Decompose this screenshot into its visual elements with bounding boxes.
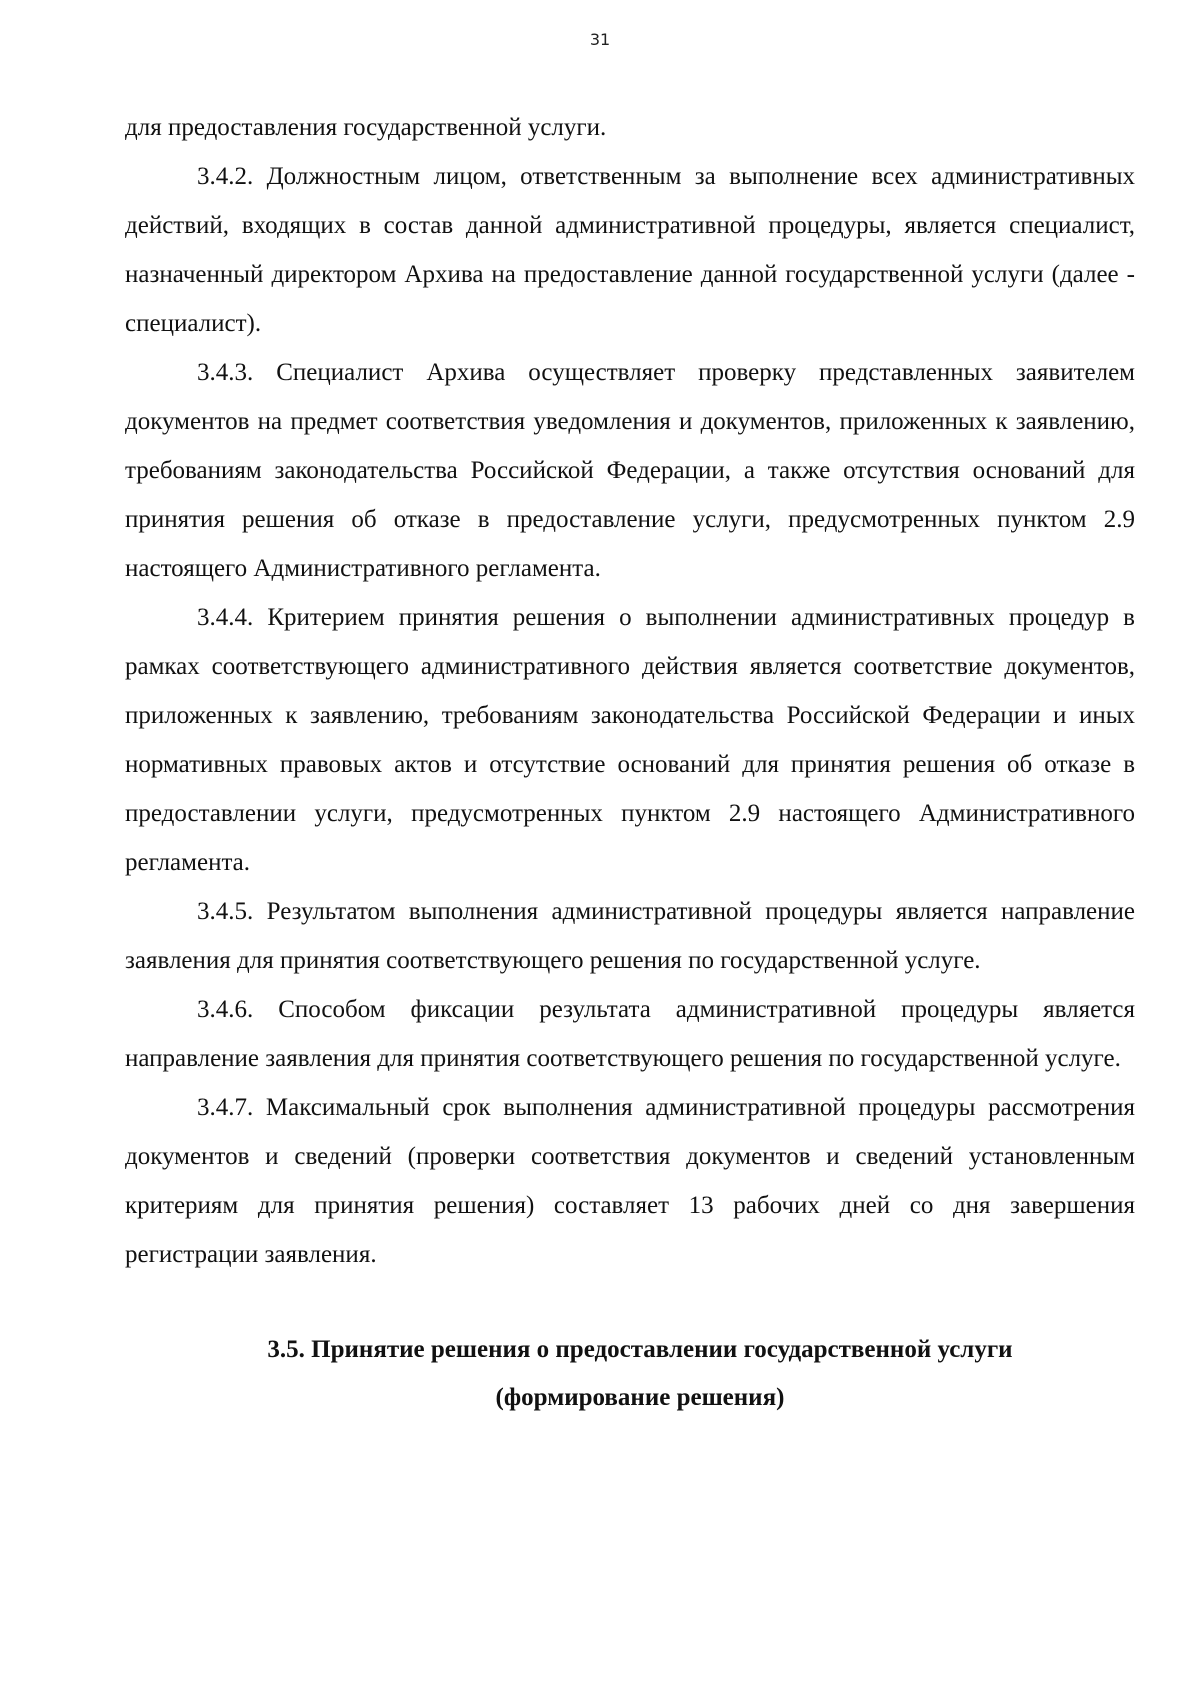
paragraph-continuation: для предоставления государственной услуги. bbox=[125, 114, 607, 141]
document-body bbox=[125, 103, 1135, 1422]
paragraph-3-4-3: 3.4.3. Специалист Архива осуществляет проверку представленных заявителем документов на предмет соответствия уведомления и документов, приложенных к заявлению, требованиям законодательства Российской Федерации, а также отсутствия оснований для принятия решения об отказе в предоставление услуги, предусмотренных пунктом 2.9 настоящего Административного регламента. bbox=[125, 359, 1135, 582]
paragraph-3-4-7: 3.4.7. Максимальный срок выполнения административной процедуры рассмотрения документов и сведений (проверки соответствия документов и сведений установленным критериям для принятия решения) составляет 13 рабочих дней со дня завершения регистрации заявления. bbox=[125, 1094, 1135, 1268]
page-number: 31 bbox=[589, 30, 611, 49]
paragraph-3-4-2: 3.4.2. Должностным лицом, ответственным за выполнение всех административных действий, входящих в состав данной административной процедуры, является специалист, назначенный директором Архива на предоставление данной государственной услуги (далее - специалист). bbox=[125, 163, 1135, 337]
section-heading-line-1: 3.5. Принятие решения о предоставлении государственной услуги bbox=[267, 1336, 1013, 1363]
section-heading-line-2: (формирование решения) bbox=[495, 1384, 785, 1411]
paragraph-3-4-5: 3.4.5. Результатом выполнения административной процедуры является направление заявления для принятия соответствующего решения по государственной услуге. bbox=[125, 898, 1135, 974]
paragraph-3-4-4: 3.4.4. Критерием принятия решения о выполнении административных процедур в рамках соответствующего административного действия является соответствие документов, приложенных к заявлению, требованиям законодательства Российской Федерации и иных нормативных правовых актов и отсутствие оснований для принятия решения об отказе в предоставлении услуги, предусмотренных пунктом 2.9 настоящего Административного регламента. bbox=[125, 604, 1135, 876]
paragraph-3-4-6: 3.4.6. Способом фиксации результата административной процедуры является направление заявления для принятия соответствующего решения по государственной услуге. bbox=[125, 996, 1135, 1072]
section-heading-3-5 bbox=[125, 1326, 1135, 1422]
